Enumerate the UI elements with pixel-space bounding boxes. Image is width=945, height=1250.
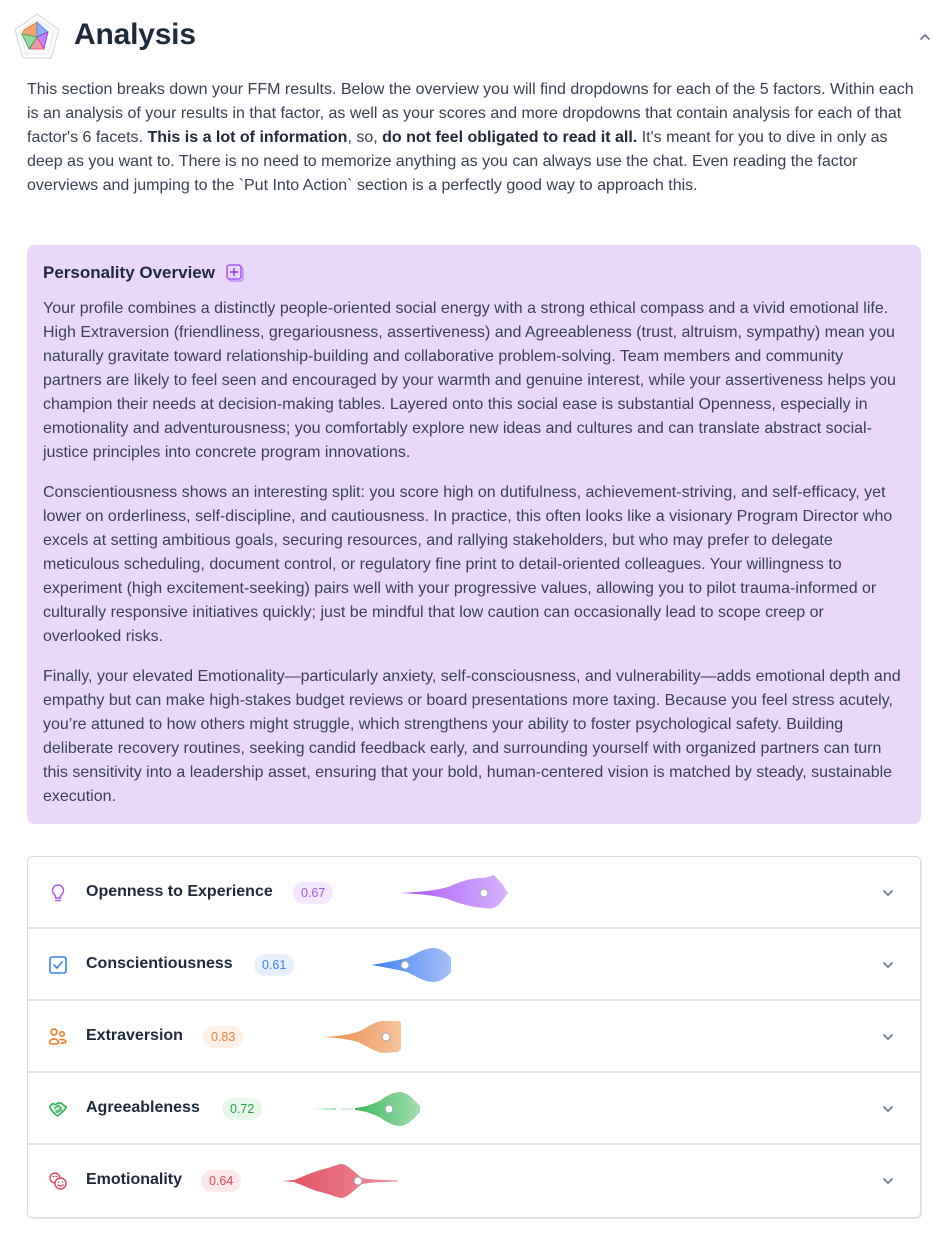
violin-shape (341, 1109, 353, 1110)
score-marker (382, 1033, 390, 1041)
lightbulb-icon (48, 883, 68, 903)
chevron-down-icon[interactable] (880, 1173, 896, 1189)
intro-bold: do not feel obligated to read it all. (382, 129, 638, 146)
score-badge: 0.67 (293, 882, 333, 904)
violin-shape (282, 1164, 398, 1198)
score-marker (480, 889, 488, 897)
add-to-chat-icon[interactable] (225, 263, 245, 283)
score-badge: 0.61 (254, 954, 294, 976)
score-badge: 0.72 (222, 1098, 262, 1120)
factor-name: Openness to Experience (86, 883, 273, 900)
score-marker (354, 1177, 362, 1185)
violin-plot (318, 1015, 538, 1059)
checkbox-icon (48, 955, 68, 975)
page-title: Analysis (74, 18, 196, 51)
violin-shape (314, 1109, 336, 1110)
factor-accordion (27, 856, 921, 1218)
overview-paragraph: Your profile combines a distinctly people-oriented social energy with a strong ethical compass and a vivid emotional life. High Extraversion (friendliness, gregariousness, assertiveness) and Agreeableness (trust, altruism, sympathy) mean you naturally gravitate toward relationship-building and collaborative problem-solving. Team members and community partners are likely to feel seen and encouraged by your warmth and genuine interest, while your assertiveness helps you champion their needs at decision-making tables. Layered onto this social ease is substantial Openness, especially in emotionality and adventurousness; you comfortably explore new ideas and cultures and can translate abstract social-justice principles into concrete program innovations. (43, 300, 896, 461)
violin-plot (311, 1087, 531, 1131)
chevron-up-icon[interactable] (914, 26, 936, 48)
violin-shape (371, 948, 451, 982)
overview-paragraph: Finally, your elevated Emotionality—particularly anxiety, self-consciousness, and vulnerability—adds emotional depth and empathy but can make high-stakes budget reviews or board presentations more taxing. Because you feel stress acutely, you’re attuned to how others might struggle, which strengthens your ability to foster psychological safety. Building deliberate recovery routines, seeking candid feedback early, and surrounding yourself with organized partners can turn this sensitivity into a leadership asset, ensuring that your bold, human-centered vision is matched by steady, sustainable execution. (43, 668, 901, 805)
factor-name: Extraversion (86, 1027, 183, 1044)
factor-row-conscientiousness[interactable] (28, 929, 920, 1001)
intro-bold: This is a lot of information (147, 129, 348, 146)
factor-name: Emotionality (86, 1171, 183, 1188)
chevron-down-icon[interactable] (880, 957, 896, 973)
violin-plot (363, 943, 583, 987)
chevron-down-icon[interactable] (880, 1101, 896, 1117)
overview-paragraph: Conscientiousness shows an interesting split: you score high on dutifulness, achievement-striving, and self-efficacy, yet lower on orderliness, self-discipline, and cautiousness. In practice, this often looks like a visionary Program Director who excels at setting ambitious goals, securing resources, and rallying stakeholders, but who may prefer to delegate meticulous scheduling, document control, or regulatory fine print to detail-oriented colleagues. Your willingness to experiment (high excitement-seeking) pairs well with your progressive values, allowing you to pilot trauma-informed or culturally responsive initiatives quickly; just be mindful that low caution can occasionally lead to scope creep or overlooked risks. (43, 484, 893, 645)
factor-row-openness[interactable] (28, 857, 920, 929)
factor-row-extraversion[interactable] (28, 1001, 920, 1073)
chevron-down-icon[interactable] (880, 885, 896, 901)
factor-name: Agreeableness (86, 1099, 200, 1116)
faces-icon (48, 1171, 68, 1191)
score-marker (401, 961, 409, 969)
users-icon (48, 1027, 68, 1047)
violin-shape (400, 875, 508, 908)
factor-row-emotionality[interactable] (28, 1145, 920, 1217)
violin-plot (388, 871, 608, 915)
factor-name: Conscientiousness (86, 955, 233, 972)
score-badge: 0.83 (203, 1026, 243, 1048)
intro-part: It's meant for you to dive in only as deep as you want to. There is no need to memorize anything as you can always use the chat. Even reading the factor overviews and jumping to the `Put Into Action` section is a perfectly good way to approach this. (27, 129, 888, 194)
violin-plot (280, 1159, 500, 1203)
score-marker (385, 1105, 393, 1113)
personality-overview-card (27, 245, 921, 824)
handshake-icon (48, 1099, 68, 1119)
score-badge: 0.64 (201, 1170, 241, 1192)
section-header (0, 0, 945, 76)
intro-part: , so, (347, 129, 383, 146)
intro-part: This section breaks down your FFM results. Below the overview you will find dropdowns for each of the 5 factors. Within each is an analysis of your results in that factor, as well as your scores and more dropdowns that contain analysis for each of that factor's 6 facets. (27, 81, 914, 146)
factor-row-agreeableness[interactable] (28, 1073, 920, 1145)
radar-pentagon-logo-icon (12, 12, 62, 62)
intro-text (27, 78, 919, 198)
chevron-down-icon[interactable] (880, 1029, 896, 1045)
overview-title: Personality Overview (43, 263, 215, 282)
